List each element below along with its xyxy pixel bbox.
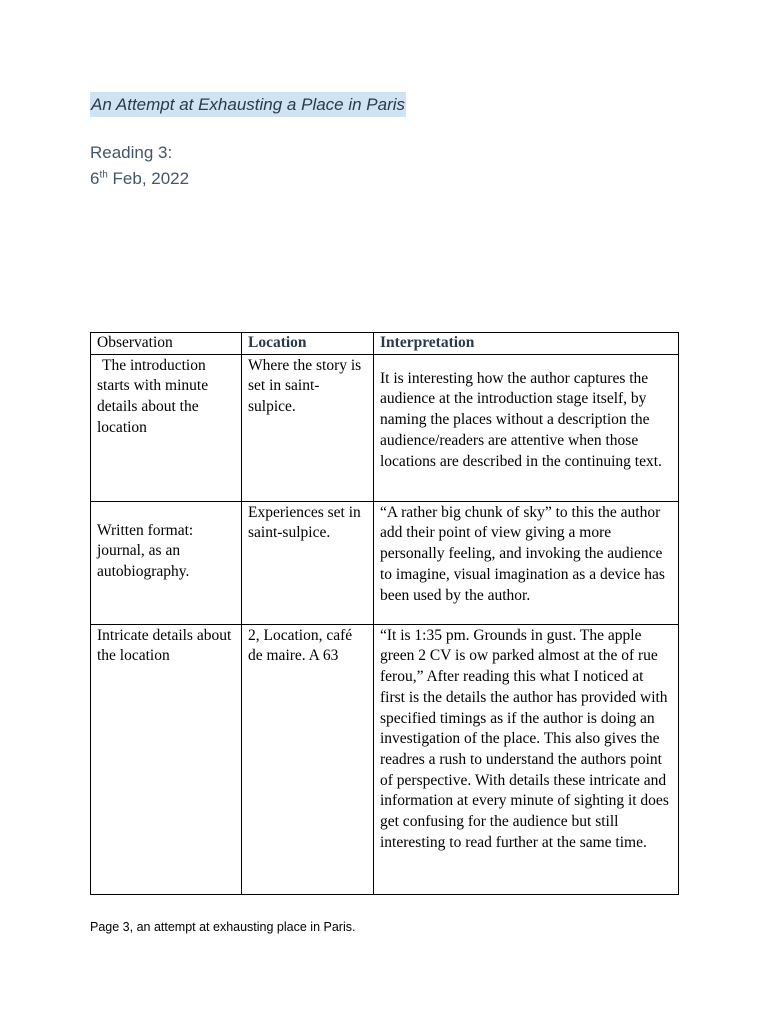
observation-cell xyxy=(91,354,242,501)
date-rest: Feb, 2022 xyxy=(107,169,190,188)
table-row xyxy=(91,501,679,624)
reading-label: Reading 3: xyxy=(90,143,173,162)
observation-text: The introduction starts with minute details about the location xyxy=(97,356,209,436)
location-cell: Experiences set in saint-sulpice. xyxy=(242,501,374,624)
location-cell: 2, Location, café de maire. A 63 xyxy=(242,624,374,894)
observation-text: Written format: journal, as an autobiography. xyxy=(97,521,194,581)
interpretation-text: It is interesting how the author captures the audience at the introduction stage itself, by naming the places without a description the audience/readers are attentive when those locations are described in the continuing text. xyxy=(380,369,662,470)
table-header-row xyxy=(91,333,679,355)
table-row xyxy=(91,354,679,501)
header-location: Location xyxy=(242,333,374,355)
page-footer: Page 3, an attempt at exhausting place in Paris. xyxy=(90,920,356,934)
observation-table xyxy=(90,332,679,895)
reading-date xyxy=(90,166,189,192)
location-cell: Where the story is set in saint-sulpice. xyxy=(242,354,374,501)
interpretation-cell: “A rather big chunk of sky” to this the author add their point of view giving a more personally feeling, and invoking the audience to imagine, visual imagination as a device has been used by the author. xyxy=(374,501,679,624)
header-observation: Observation xyxy=(91,333,242,355)
header-interpretation: Interpretation xyxy=(374,333,679,355)
date-day: 6 xyxy=(90,169,100,188)
observation-cell: Intricate details about the location xyxy=(91,624,242,894)
observation-cell xyxy=(91,501,242,624)
document-title: An Attempt at Exhausting a Place in Paris xyxy=(90,92,406,117)
interpretation-cell xyxy=(374,354,679,501)
document-meta xyxy=(90,140,189,192)
table-row xyxy=(91,624,679,894)
interpretation-cell: “It is 1:35 pm. Grounds in gust. The apple green 2 CV is ow parked almost at the of rue ferou,” After reading this what I noticed at first is the details the author has provided with specified timings as if the author is doing an investigation of the place. This also gives the readres a rush to understand the authors point of perspective. With details these intricate and information at every minute of sighting it does get confusing for the audience but still interesting to read further at the same time. xyxy=(374,624,679,894)
date-suffix: th xyxy=(99,169,108,181)
